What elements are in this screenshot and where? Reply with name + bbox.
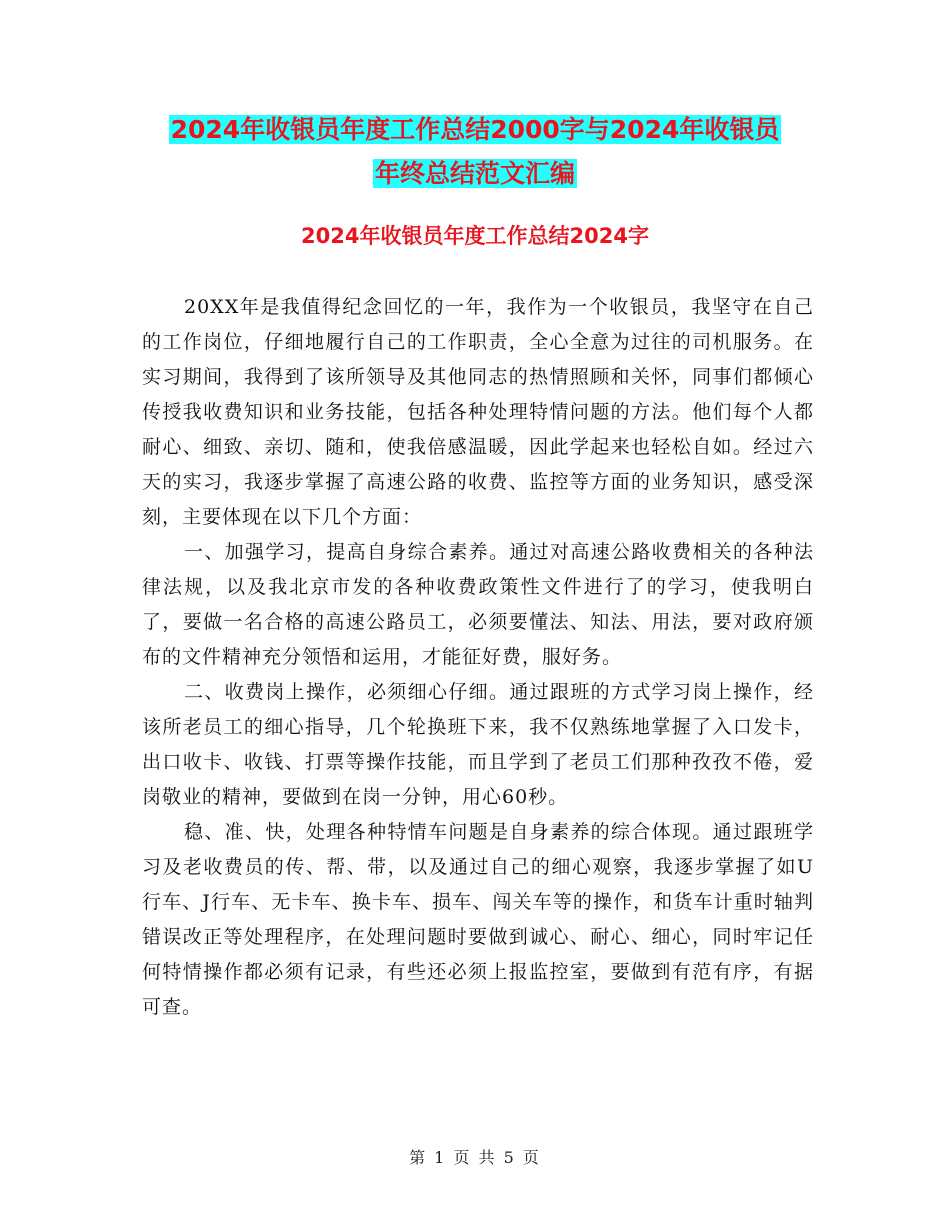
paragraph-special-vehicles: 稳、准、快，处理各种特情车问题是自身素养的综合体现。通过跟班学习及老收费员的传、帮、带，以及通过自己的细心观察，我逐步掌握了如U行车、J行车、无卡车、换卡车、损车、闯关车等的操作，和货车计重时轴判错误改正等处理程序，在处理问题时要做到诚心、耐心、细心，同时牢记任何特情操作都必须有记录，有些还必须上报监控室，要做到有范有序，有据可查。 — [142, 821, 814, 1018]
section-title: 2024年收银员年度工作总结2024字 — [301, 224, 649, 248]
document-body — [142, 290, 814, 1025]
page-number-footer: 第 1 页 共 5 页 — [409, 1148, 541, 1167]
document-title — [0, 108, 950, 196]
document-title-line-1: 2024年收银员年度工作总结2000字与2024年收银员 — [170, 115, 780, 144]
paragraph-intro: 20XX年是我值得纪念回忆的一年，我作为一个收银员，我坚守在自己的工作岗位，仔细地履行自己的工作职责，全心全意为过往的司机服务。在实习期间，我得到了该所领导及其他同志的热情照顾和关怀，同事们都倾心传授我收费知识和业务技能，包括各种处理特情问题的方法。他们每个人都耐心、细致、亲切、随和，使我倍感温暖，因此学起来也轻松自如。经过六天的实习，我逐步掌握了高速公路的收费、监控等方面的业务知识，感受深刻，主要体现在以下几个方面： — [142, 296, 814, 528]
paragraph-operation: 二、收费岗上操作，必须细心仔细。通过跟班的方式学习岗上操作，经该所老员工的细心指导，几个轮换班下来，我不仅熟练地掌握了入口发卡，出口收卡、收钱、打票等操作技能，而且学到了老员工们那种孜孜不倦，爱岗敬业的精神，要做到在岗一分钟，用心60秒。 — [142, 681, 814, 808]
paragraph-study: 一、加强学习，提高自身综合素养。通过对高速公路收费相关的各种法律法规，以及我北京市发的各种收费政策性文件进行了的学习，使我明白了，要做一名合格的高速公路员工，必须要懂法、知法、用法，要对政府颁布的文件精神充分领悟和运用，才能征好费，服好务。 — [142, 541, 814, 668]
document-title-line-2: 年终总结范文汇编 — [374, 159, 575, 188]
